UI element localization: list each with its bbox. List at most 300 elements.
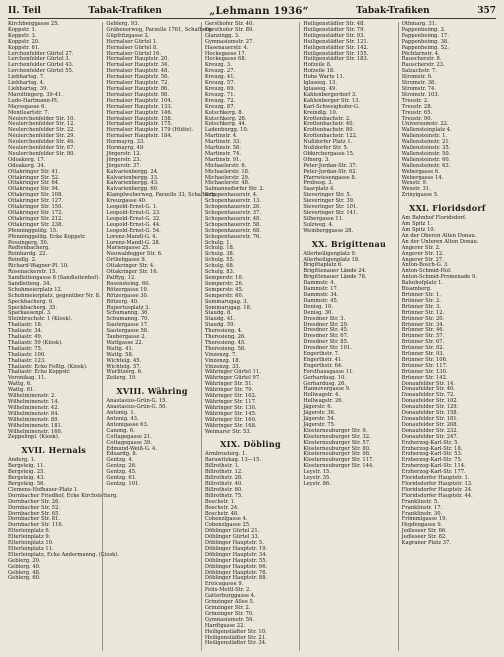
address-entry: Gentzg. 101. [106,480,140,487]
listing-column-5 [398,22,496,651]
district-heading: XVIII. Währing [116,386,188,397]
address-entry: Schopenhauerstr. 68. [204,227,261,234]
address-entry: Donaufelder Str. 72. [401,392,455,399]
address-entry: Wallensteinstr. 21. [401,139,451,146]
address-entry: Heiligenstädter Str. 142. [303,44,369,51]
address-entry: Sieveringer Str. 39. [303,198,355,205]
address-entry: Franklinstr. 17. [401,504,443,511]
address-entry: Dammstr. 4. [303,280,336,287]
address-entry: Rötzerg. 40. [106,298,139,305]
address-entry: Speckbacherg. 6. [8,298,54,305]
address-entry: Leystr. 15. [303,469,331,476]
address-entry: Webergasse 6. [401,168,440,175]
address-entry: Saarplatz 4. [303,186,335,193]
address-entry: Dresdner Str. 3. [303,315,346,322]
address-entry: Forsthausgasse 11. [303,368,355,375]
address-entry: Sommarugag. 3. [204,298,249,305]
address-entry: Ottakringer Str. 212. [8,215,64,222]
address-entry: Dresdner Str. 101. [303,345,352,352]
address-entry: Am Spitz 1. [401,221,432,228]
address-entry: Antonig. 1. [106,410,136,417]
address-entry: Klamplweberweg, Parzelle 33, Schafberg. [106,192,217,199]
address-entry: Clemens-Hofbauer-Platz 1. [8,486,79,493]
address-entry: Schopenhauerstr. 37. [204,210,261,216]
address-entry: Staudg. 8. [204,310,232,317]
address-entry: Gentzg. 45. [106,469,137,476]
address-entry: Döblinger Hauptstr. 88. [204,575,268,582]
address-entry: Pappenheimg. 52. [401,44,449,51]
address-entry: Weinberggasse 28. [303,227,354,234]
address-entry: Dornbacher Str. 65. [8,510,61,517]
listing-column-3 [201,22,299,651]
address-entry: Lorenz-Mandl-G. 4. [106,233,158,240]
address-entry: Wallensteinstr. 60. [401,156,451,163]
address-entry: Leopold-Ernst-G. 54. [106,227,161,234]
address-entry: Donaufelder Str. 40. [401,386,455,393]
address-entry: Schopenhauerstr. 13. [204,198,261,205]
address-entry: Rosenackerstr. 15. [8,269,57,276]
address-entry: Hernalser Hauptstr. 72. [106,80,169,87]
address-entry: Staudg. 59. [204,322,236,329]
address-entry: Jörgerstr. 12. [106,150,142,157]
listing-column-4 [299,22,397,651]
address-entry: Ottakringer Str. 4. [106,263,155,270]
address-entry: Bergsteig. 43. [8,475,46,482]
address-entry: Wallensteinstr. 63. [401,162,451,169]
address-entry: Elterleinplatz 6. [8,528,51,535]
address-entry: Rupertusplatz 3. [106,304,151,311]
address-entry: Kreuzg. 41. [204,74,236,81]
address-entry: Redtenbacherg. [8,245,50,252]
address-entry: Döblinger Gürtel 21. [204,528,260,535]
address-entry: Peter-Jordan-Str. 62. [303,168,358,175]
address-entry: Martinstr. 58. [204,145,241,152]
address-entry: Leystr. 86. [303,480,331,487]
address-entry: Thaliastr. 100. [8,351,46,358]
address-entry: Wilhelminenstr. 2. [8,393,56,400]
address-entry: Wattgasse 22. [106,339,144,346]
address-entry: Sandleiteng. 34. [8,280,52,287]
address-entry: Brünner Str. 93. [401,351,445,358]
address-entry: Kutschkerg. 26. [204,115,247,122]
address-entry: Kutschkerg. 44. [204,121,247,128]
district-heading: XIX. Döbling [220,439,281,450]
address-entry: Bergsteig. 25. [8,469,46,476]
address-entry: Edmund-Weiß-G. 4. [106,445,157,452]
address-entry: Neuwaldegger Str. 6. [106,251,163,258]
address-entry: Brünner Str. 67. [401,339,445,346]
address-entry: Klosterneuburger Str. 117. [303,457,374,464]
address-entry: Floridsdorfer Hauptstr. 13. [401,480,473,487]
address-entry: Dammstr. 17. [303,286,339,293]
address-entry: Geblerg. 60. [8,575,41,582]
address-entry: Hannovergasse 9. [303,386,351,393]
address-entry: Silbergasse 11. [303,215,344,222]
address-entry: Kahlenberger Str. 13. [303,97,361,104]
address-entry: Veronikag. 11. [8,375,47,382]
address-entry: Wichtelg. 57. [106,363,142,370]
address-entry: Gersthofer Str. 89. [204,26,254,33]
address-entry: Wallensteinstr. 50. [401,150,451,157]
address-entry: Klosterneuburger Str. 9. [303,427,368,434]
address-entry: Michaelerstr. 18. [204,168,250,175]
address-entry: Engerthstr. 41. [303,356,343,363]
address-entry: Güpfritzgasse 2. [106,32,150,39]
address-entry: Billrothstr. 75. [204,492,243,499]
address-entry: Wichtelg. 45. [106,357,142,364]
address-entry: Michaelerstr. 29. [204,174,250,181]
address-entry: Dammstr. 45. [303,297,339,304]
address-entry: Donaufelder Str. 158. [401,410,459,417]
address-entry: Lerchenfelder Gürtel 55. [8,68,74,75]
address-entry: Koppstr. 20. [8,38,40,45]
address-entry: Hernalser Hauptstr. 98. [106,91,169,98]
address-entry: Floridsdorfer Hauptstr. 44. [401,492,473,499]
address-entry: Döblinger Hauptstr. 34. [204,551,268,558]
address-entry: Cobenzlgasse 25. [204,522,251,529]
address-entry: Donaufelder Str. 232. [401,427,459,434]
address-entry: Elterleinplatz 10. [8,540,54,547]
address-entry: Gymnasiumstr. 59. [204,616,255,623]
address-entry: Ottakringer Str. 127. [8,198,64,205]
address-entry: Erzherzog-Karl-Str. 114. [401,463,466,470]
address-entry: Kreuzg. 87. [204,103,236,110]
address-entry: Thaliastr. 34. [8,328,43,335]
address-entry: Donaufelder Str. 102. [401,398,459,405]
address-entry: Vinzenzg. 18. [204,357,241,364]
address-entry: Heiligenstädter Str. 155. [303,50,369,57]
address-entry: Brünner Str. 117. [401,362,448,369]
address-entry: Wilhelminenstr. 89. [8,416,60,423]
address-entry: Kalvarienbergg. 60. [106,186,159,193]
address-entry: Nußdorfer Platz 1. [303,139,353,146]
address-entry: Stromstr. 38. [401,80,436,87]
address-entry: Hernalser Gürtel 8. [106,44,158,51]
address-entry: Weimarer Str. 53. [204,428,252,435]
address-entry: Pöchlarnstr. 4. [401,50,440,57]
address-entry: Brünner Str. 57. [401,333,445,340]
address-entry: Schopenhauerstr. 48. [204,215,261,222]
address-entry: Währinger Str. 145. [204,410,257,417]
address-entry: Geblerg. 48. [8,569,41,576]
directory-title: „Lehmann 1936“ [209,5,309,17]
address-entry: Michaelerstr. 48. [204,180,250,187]
address-entry: Boschstr. 48. [204,510,239,517]
address-entry: Salzachstr. 7. [401,68,437,75]
address-entry: Odoakerg. 17. [8,156,46,163]
address-entry: Glanzingg. 3. [204,32,240,39]
address-entry: Krottenbachstr. 80. [303,127,355,134]
page-header [8,4,496,19]
address-entry: Schulg. 18. [204,245,235,252]
address-entry: Kreuzg. 57. [204,80,236,87]
address-entry: Barawitzkag. 13—15. [204,457,262,464]
address-entry: Palffyg. 12. [106,274,136,281]
address-entry: Franklinstr. 5. [401,498,439,505]
address-entry: Kreuzg. 27. [204,68,236,75]
address-entry: Othmarg. 31. [401,21,437,27]
address-entry: Eroicagasse 9. [204,581,244,588]
address-entry: Döblinger Gürtel 33. [204,534,260,541]
address-entry: Krottenbachstr. 122. [303,133,358,140]
address-entry: Semperstr. 45. [204,286,244,293]
address-entry: Döblinger Hauptstr. 76. [204,569,268,576]
address-entry: Martinstr. 33. [204,139,241,146]
address-entry: Neulerchenfelder Str. 80. [8,150,76,157]
address-entry: Währinger Gürtel 97. [204,375,261,382]
address-entry: Kalvarienbergg. 43. [106,180,159,187]
address-entry: Allerheiligenplatz 18. [303,256,360,263]
address-entry: Neulerchenfelder Str. 29. [8,133,76,140]
address-entry: Taubergasse 2. [106,334,147,341]
address-entry: Hellwagstr. 4. [303,392,340,399]
address-entry: Ottakringer Str. 41. [8,168,60,175]
address-entry: Hernalser Hauptstr. 175. [106,121,173,128]
address-entry: Ottakringer Str. 238. [8,221,64,228]
section-label-left: Tabak-Trafiken [88,6,162,16]
address-entry: Wilhelminenstr. 160. [8,428,63,435]
address-entry: Heiligenstädter Str. 34. [204,640,267,647]
address-entry: Stromstr. 103. [401,91,440,98]
address-entry: Donaufelder Str. 129. [401,404,459,411]
address-entry: Ottakringer Str. 108. [8,192,64,199]
address-entry: Ladenburgg. 10. [204,127,249,134]
address-entry: Döblinger Hauptstr. 5. [204,540,264,547]
address-entry: Schopenhauerstr. 26. [204,204,261,211]
address-entry: An der Unteren Alten Donau. [401,238,479,245]
address-entry: Wilhelminenstr. 84. [8,410,60,417]
address-entry: Brünner Str. 82. [401,345,445,352]
address-entry: Webergasse 14. [401,174,444,181]
address-entry: Währinger Str. 51. [204,381,254,388]
address-entry: Kutschkerg. 8. [204,109,244,116]
address-entry: Angerer Str. 27. [401,256,444,263]
address-entry: Martinstr. 74. [204,150,241,157]
address-entry: Pfenninggeldg. 15. [8,227,58,234]
address-entry: Brünner Str. 106. [401,356,448,363]
address-entry: Possingerg. 50. [8,239,49,246]
address-entry: Thaliastr. Ecke Feßtg. (Kiosk). [8,363,88,370]
address-entry: Anastasius-Grün-G. 50. [106,404,168,411]
address-entry: Lorenz-Mandl-G. 28. [106,239,161,246]
address-entry: Boschstr. 24. [204,504,239,511]
address-entry: Wallensteinplatz 4. [401,127,452,134]
address-entry: Mayssgasse 6. [8,103,47,110]
address-entry: Jörgerstr. 23. [106,156,142,163]
address-entry: Floridsdorfer Hauptstr. 24. [401,486,473,493]
address-entry: Brünner Str. 130. [401,368,448,375]
address-entry: Jägerstr. 36. [303,410,336,417]
address-entry: Franklinstr. 30. [401,510,443,517]
address-entry: Wilhelminenstr. 181. [8,422,63,429]
address-entry: Felix-Mottl-Str. 2. [204,587,251,594]
address-entry: Grinzinger Str. 70. [204,610,254,617]
address-entry: Schopenhauerstr. 76. [204,233,261,240]
address-entry: Anton-Schmid-Promenade 9. [401,274,477,281]
address-entry: Heiligenstädter Str. 21. [204,634,267,641]
address-entry: Hernalser Hauptstr. 184. [106,133,173,140]
address-entry: Kahlenbergerdorf 3. [303,91,357,98]
address-entry: Schulg. 83. [204,269,235,276]
address-entry: Sieveringer Str. 5. [303,192,352,199]
address-entry: Döblinger Hauptstr. 55. [204,557,268,564]
address-entry: Koppstr. 1. [8,26,37,33]
address-entry: Pfenninggeldg. Ecke Koppstr. [8,233,86,240]
address-entry: Sautergasse 58. [106,328,149,335]
address-entry: Bergsteig. 56. [8,480,46,487]
address-entry: Krottenbachstr. 40. [303,121,355,128]
address-entry: An der Oberen Alten Donau. [401,232,477,239]
address-entry: Hernalser Hauptstr. 48. [106,68,169,75]
address-entry: Hardtgasse 22. [204,622,246,629]
address-entry: Hohe Warte 11. [303,74,345,81]
address-entry: Treustr. 90. [401,115,433,122]
address-entry: Ottakringer Str. 16. [106,269,159,276]
address-entry: Peter-Jordan-Str. 37. [303,162,358,169]
address-entry: Ottakringer Str. 150. [8,204,64,211]
address-entry: Ottakringer Str. 94. [8,186,60,193]
address-entry: Mariengasse 25. [106,245,151,252]
address-entry: Klosterneuburger Str. 144. [303,463,374,470]
address-entry: Obkirchergasse 15. [303,150,355,157]
address-entry: Treustr. 28. [401,103,433,110]
address-entry: Eduardg. 8. [106,451,138,458]
district-heading: XX. Brigittenau [311,238,387,249]
address-entry: Grinzinger Allee 5. [204,599,255,606]
address-entry: Lerchenfelder Gürtel 3. [8,56,71,63]
address-entry: Billrothstr. 12. [204,469,243,476]
address-entry: Dornbacher Str. 116. [8,522,64,529]
address-entry: Jägerstr. 54. [303,416,336,422]
listing-columns [8,22,496,651]
address-entry: Leystr. 35. [303,475,331,482]
address-entry: Anton-Schmid-Hof. [401,268,452,275]
address-entry: Leopold-Ernst-G. 32. [106,215,161,222]
address-entry: Staudg. 41. [204,316,236,323]
address-entry: Wexstr. 9. [401,180,428,187]
address-entry: Liebhartsg. 7. [8,74,45,81]
address-entry: Gräbenerweg, Parzelle 1761, Schafberg. [106,26,214,33]
address-entry: Hockegasse 68. [204,56,247,63]
address-entry: Hernalser Gürtel 16. [106,50,162,57]
address-entry: Geblerg. 93. [106,21,140,27]
address-entry: Allerheiligenplatz 9. [303,250,357,257]
address-entry: Lerchenfelder Gürtel 43. [8,62,74,69]
address-entry: Stromstr. 74. [401,85,436,92]
address-entry: Elterleinplatz 11. [8,545,54,552]
address-entry: Brünner Str. 34. [401,321,445,328]
address-entry: Hernalser Hauptstr. 58. [106,74,169,81]
address-entry: Brigittaplatz 6. [303,262,343,269]
address-entry: Liebhartsg. 4. [8,80,45,87]
address-entry: Billrothstr. 40. [204,480,243,487]
address-entry: Gerhardusg. 26. [303,380,347,387]
address-entry: Gentzg. 4. [106,457,134,464]
address-entry: Brünner Str. 12. [401,309,445,316]
address-entry: Engerthstr. 7. [303,351,340,358]
address-entry: Währinger Gürtel 11. [204,369,261,376]
address-entry: Iglaseeg. 13. [303,80,338,87]
address-entry: Schulg. 38. [204,251,235,258]
address-entry: Brünner Str. 2. [401,297,441,304]
address-entry: Döblinger Hauptstr. 66. [204,563,268,570]
address-entry: Rauscherstr. 23. [401,62,445,69]
address-entry: Frömmlgasse 19. [401,516,448,523]
address-entry: Billrothstr. 60. [204,486,243,493]
address-entry: Kreuzg. 71. [204,91,236,98]
address-entry: Sieveringer Str. 141. [303,210,358,216]
address-entry: Cobenzlgasse 4. [204,516,248,523]
address-entry: Donaufelder Str. 247. [401,433,459,440]
address-entry: Neulerchenfelder Str. 46. [8,139,76,146]
address-entry: Gersthofer Str. 40. [204,21,254,27]
listing-column-2 [102,21,217,651]
address-entry: Döblinger Hauptstr. 19. [204,545,268,552]
address-entry: Nußdorfer Str. 5. [303,145,349,152]
address-entry: Schopenhauerstr. 4. [204,192,258,199]
address-entry: Rötzergasse 30. [106,292,149,299]
address-entry: Klosterneuburger Str. 32. [303,433,371,440]
address-entry: Semperstr. 26. [204,280,244,287]
address-entry: Lerchenfelder Gürtel 27. [8,50,74,57]
address-entry: Elterleinplatz 9. [8,534,51,541]
address-entry: Cottagegasse 39. [106,439,152,446]
address-entry: Brünner Str. 20. [401,315,445,322]
address-entry: Schulg. 55. [204,257,235,264]
address-entry: Thaliastr. 59 (Kiosk). [8,339,63,346]
address-entry: Währinger Str. 130. [204,404,257,411]
address-entry: Bergsteig. 11. [8,463,46,470]
address-entry: Hernalser Hauptstr. 34. [106,62,169,69]
address-entry: Brigittenauer Lände 24. [303,268,367,275]
address-entry: Hormayrg. 33. [106,139,145,146]
address-entry: Bisamberg. [401,286,432,293]
address-entry: Dornbacher Friedhof, Ecke Kirchstetterg. [8,492,118,499]
address-entry: Theresieng. 4. [204,328,243,335]
address-entry: Jedleseer Str. 66. [401,528,447,535]
address-entry: Kreindlg. 10. [303,109,338,116]
address-entry: Boschstr. 1. [204,498,236,505]
address-entry: Heiligenstädter Str. 48. [303,21,366,27]
address-entry: Leopold-Ernst-G. 1. [106,204,158,211]
address-entry: Treustr. 65. [401,109,433,116]
address-entry: Krottenbachstr. 2. [303,115,351,122]
address-entry: Gatterburggasse 4. [204,593,256,600]
address-entry: Hormayrg. 49. [106,145,145,152]
address-entry: Hofzeile 8. [303,62,332,69]
address-entry: Montleartstr. 7. [8,109,50,116]
address-entry: Kirchberggasse 25. [8,21,60,27]
address-entry: Denisg. 10. [303,303,333,310]
address-entry: Erzherzog-Karl-Str. 177. [401,469,466,476]
address-entry: Neulerchenfelder Str. 22. [8,127,76,134]
address-entry: Hernalser Hauptstr. 158. [106,115,173,122]
address-entry: Hofzeile 18. [303,68,335,75]
address-entry: Speckbacherg. 35. [8,304,58,311]
address-entry: Heiligenstädter Str. 10. [204,628,267,635]
address-entry: Thaliastr. 75. [8,345,43,352]
address-entry: Klosterneuburger Str. 80. [303,445,371,452]
address-entry: Ludo-Hartmann-Pl. [8,97,59,104]
address-entry: Dornbacher Str. 81. [8,516,61,523]
address-entry: Theresieng. 26. [204,334,246,341]
address-entry: Heiligenstädter Str. 121. [303,38,369,45]
address-entry: Wilhelminenstr. 14. [8,399,60,405]
address-entry: Martinstr. 91. [204,156,241,163]
address-entry: Hernalser Hauptstr. 146. [106,109,173,116]
address-entry: Rosensteing. 60. [106,280,151,287]
address-entry: Liebhartsg. 39. [8,85,49,92]
